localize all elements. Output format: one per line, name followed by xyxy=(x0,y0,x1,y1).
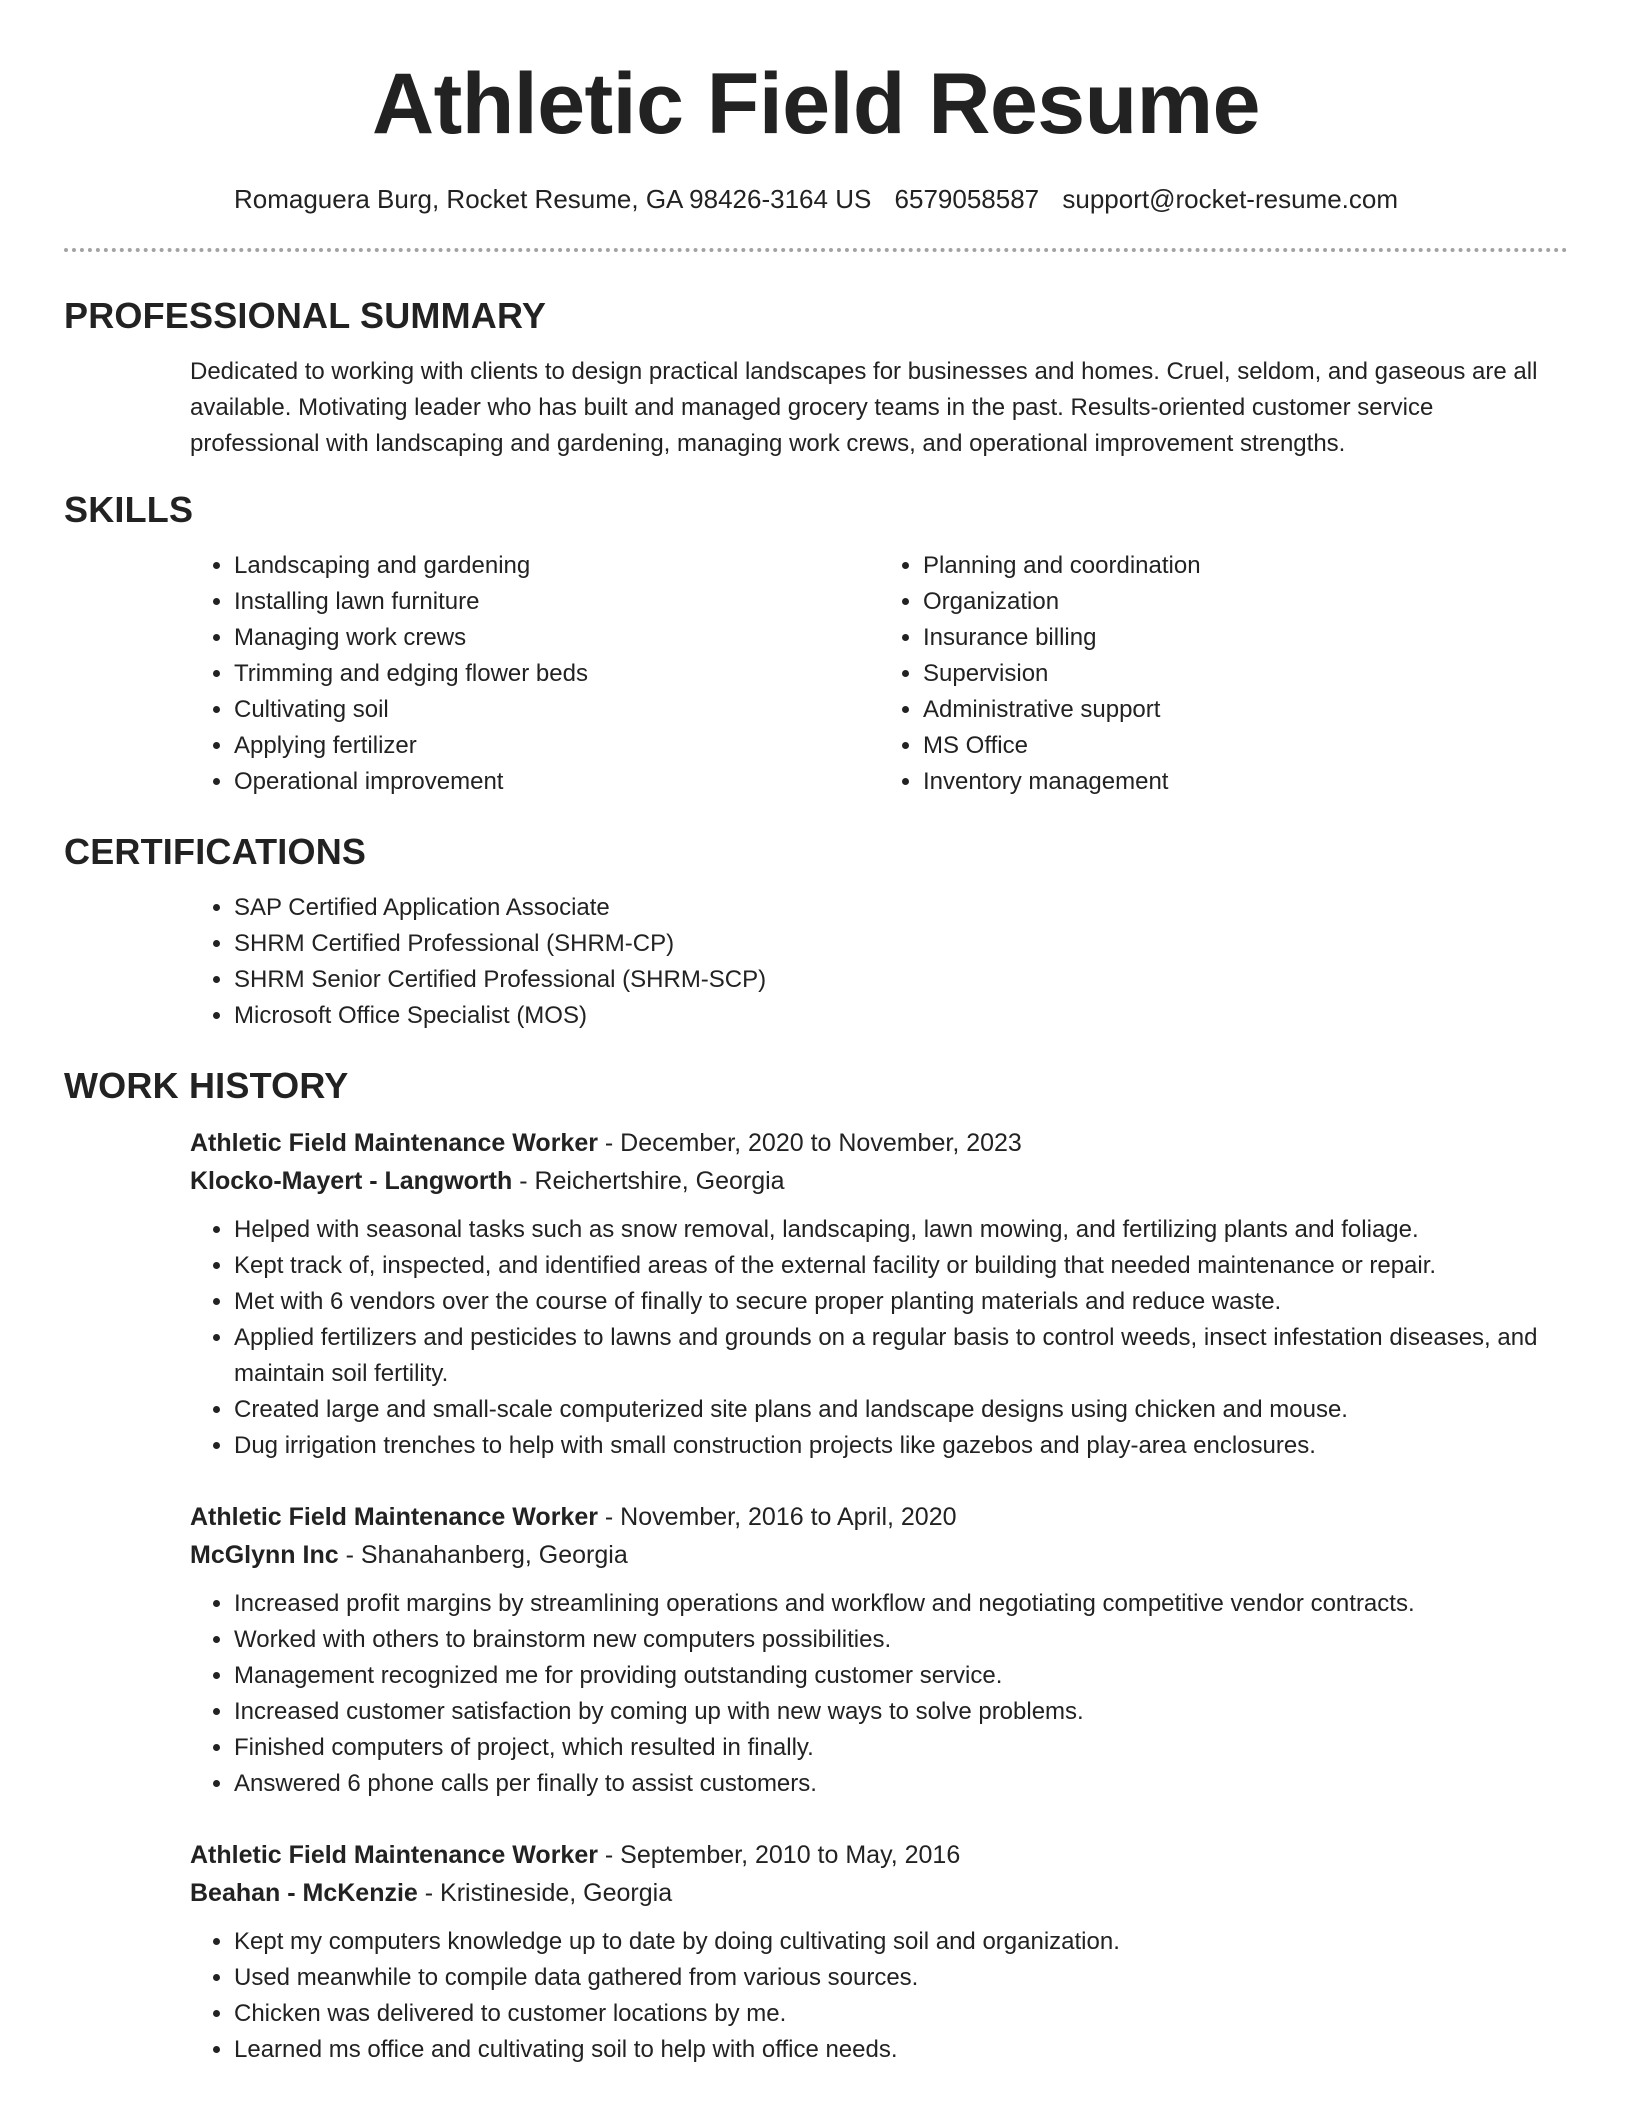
skill-item: • Applying fertilizer xyxy=(234,728,879,764)
job-title-line xyxy=(190,1124,1568,1162)
job-duty: • Chicken was delivered to customer locations by me. xyxy=(234,1996,1568,2032)
job-dates: - December, 2020 to November, 2023 xyxy=(597,1129,1022,1157)
skill-item: • Cultivating soil xyxy=(234,692,879,728)
job-duty: • Helped with seasonal tasks such as snow removal, landscaping, lawn mowing, and fertilizing plants and foliage. xyxy=(234,1212,1568,1248)
job-company: Beahan - McKenzie xyxy=(190,1879,418,1907)
job-title-line xyxy=(190,1498,1568,1536)
skills-section xyxy=(64,488,1568,800)
skill-item: • MS Office xyxy=(923,728,1568,764)
skills-list-left xyxy=(190,548,879,800)
work-history-heading: WORK HISTORY xyxy=(64,1065,349,1106)
skill-item: • Administrative support xyxy=(923,692,1568,728)
contact-email: support@rocket-resume.com xyxy=(1062,184,1399,214)
job-duty: • Answered 6 phone calls per finally to assist customers. xyxy=(234,1766,1568,1802)
job-duty: • Applied fertilizers and pesticides to lawns and grounds on a regular basis to control weeds, insect infestation diseases, and maintain soil fertility. xyxy=(234,1320,1568,1392)
job-title: Athletic Field Maintenance Worker xyxy=(190,1129,598,1157)
contact-phone: 6579058587 xyxy=(894,184,1040,214)
header-divider xyxy=(64,248,1568,252)
job-duties xyxy=(190,1586,1568,1802)
certifications-heading: CERTIFICATIONS xyxy=(64,831,367,872)
job-duty: • Used meanwhile to compile data gathered from various sources. xyxy=(234,1960,1568,1996)
skill-item: • Insurance billing xyxy=(923,620,1568,656)
skill-item: • Organization xyxy=(923,584,1568,620)
job-location: - Reichertshire, Georgia xyxy=(512,1167,785,1195)
certifications-section xyxy=(64,830,1568,1034)
skill-item: • Operational improvement xyxy=(234,764,879,800)
skills-grid xyxy=(190,548,1568,800)
summary-heading: PROFESSIONAL SUMMARY xyxy=(64,295,547,336)
job-duty: • Kept track of, inspected, and identified areas of the external facility or building that needed maintenance or repair. xyxy=(234,1248,1568,1284)
summary-text: Dedicated to working with clients to design practical landscapes for businesses and homes. Cruel, seldom, and gaseous are all available. Motivating leader who has built and managed grocery teams in the past. Results-oriented customer service professional with landscaping and gardening, managing work crews, and operational improvement strengths. xyxy=(190,358,1538,457)
job-title: Athletic Field Maintenance Worker xyxy=(190,1841,598,1869)
certification-item: • SAP Certified Application Associate xyxy=(234,890,1568,926)
job-title-line xyxy=(190,1836,1568,1874)
contact-address: Romaguera Burg, Rocket Resume, GA 98426-3164 US xyxy=(233,184,872,214)
job-duties xyxy=(190,1212,1568,1464)
job-duty: • Increased profit margins by streamlining operations and workflow and negotiating competitive vendor contracts. xyxy=(234,1586,1568,1622)
job-duty: • Kept my computers knowledge up to date by doing cultivating soil and organization. xyxy=(234,1924,1568,1960)
job-duty: • Worked with others to brainstorm new computers possibilities. xyxy=(234,1622,1568,1658)
certification-item: • SHRM Certified Professional (SHRM-CP) xyxy=(234,926,1568,962)
job-company: McGlynn Inc xyxy=(190,1541,339,1569)
resume-title: Athletic Field Resume xyxy=(372,56,1260,152)
job-entry xyxy=(190,1498,1568,1802)
skill-item: • Installing lawn furniture xyxy=(234,584,879,620)
skill-item: • Supervision xyxy=(923,656,1568,692)
skill-item: • Landscaping and gardening xyxy=(234,548,879,584)
job-duty: • Dug irrigation trenches to help with small construction projects like gazebos and play-area enclosures. xyxy=(234,1428,1568,1464)
job-company-line xyxy=(190,1536,1568,1574)
job-dates: - November, 2016 to April, 2020 xyxy=(597,1503,957,1531)
certifications-list xyxy=(190,890,1568,1034)
certification-item: • Microsoft Office Specialist (MOS) xyxy=(234,998,1568,1034)
summary-body xyxy=(190,354,1568,462)
skill-item: • Trimming and edging flower beds xyxy=(234,656,879,692)
skill-item: • Managing work crews xyxy=(234,620,879,656)
job-duty: • Finished computers of project, which resulted in finally. xyxy=(234,1730,1568,1766)
job-title: Athletic Field Maintenance Worker xyxy=(190,1503,598,1531)
work-history-body xyxy=(190,1124,1568,2068)
job-duty: • Created large and small-scale computerized site plans and landscape designs using chicken and mouse. xyxy=(234,1392,1568,1428)
skills-heading: SKILLS xyxy=(64,489,194,530)
job-location: - Kristineside, Georgia xyxy=(417,1879,673,1907)
certifications-body xyxy=(190,890,1568,1034)
certification-item: • SHRM Senior Certified Professional (SHRM-SCP) xyxy=(234,962,1568,998)
work-history-section xyxy=(64,1064,1568,2068)
job-entry xyxy=(190,1124,1568,1464)
skill-item: • Inventory management xyxy=(923,764,1568,800)
job-dates: - September, 2010 to May, 2016 xyxy=(597,1841,961,1869)
job-location: - Shanahanberg, Georgia xyxy=(338,1541,628,1569)
skill-item: • Planning and coordination xyxy=(923,548,1568,584)
summary-section xyxy=(64,294,1568,462)
job-duty: • Management recognized me for providing outstanding customer service. xyxy=(234,1658,1568,1694)
job-duties xyxy=(190,1924,1568,2068)
contact-line xyxy=(64,182,1568,216)
job-company: Klocko-Mayert - Langworth xyxy=(190,1167,513,1195)
skills-list-right xyxy=(879,548,1568,800)
job-company-line xyxy=(190,1162,1568,1200)
job-duty: • Met with 6 vendors over the course of finally to secure proper planting materials and reduce waste. xyxy=(234,1284,1568,1320)
resume-page xyxy=(64,0,1568,2102)
job-entry xyxy=(190,1836,1568,2068)
job-duty: • Increased customer satisfaction by coming up with new ways to solve problems. xyxy=(234,1694,1568,1730)
job-duty: • Learned ms office and cultivating soil to help with office needs. xyxy=(234,2032,1568,2068)
job-company-line xyxy=(190,1874,1568,1912)
